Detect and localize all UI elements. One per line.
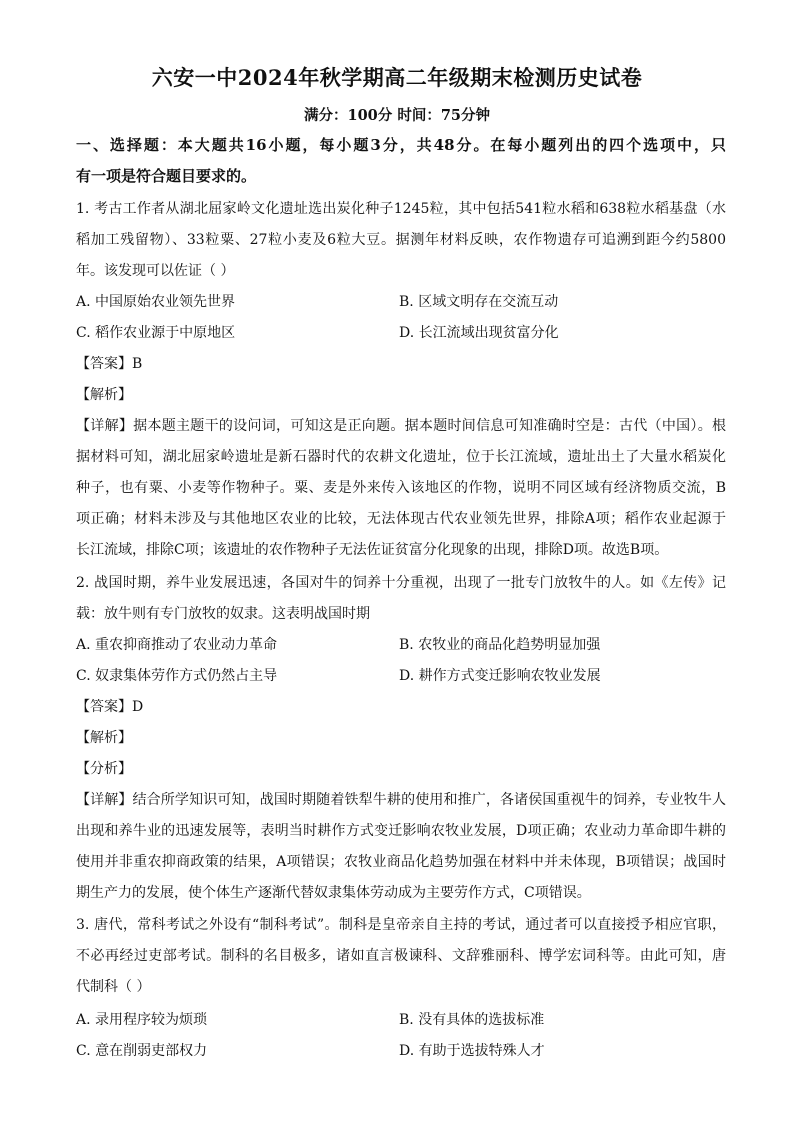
q2-analysis-label: 【解析】 [76,730,132,746]
q3-option-b: B. 没有具体的选拔标准 [399,1012,545,1028]
q1-option-c: C. 稻作农业源于中原地区 [76,325,236,341]
q1-detail-line: 项正确；材料未涉及与其他地区农业的比较，无法体现古代农业领先世界，排除A项；稻作农业起源于 [76,511,726,527]
q2-stem-line: 载：放牛则有专门放牧的奴隶。这表明战国时期 [76,606,370,622]
q2-fenxi-label: 【分析】 [76,761,132,777]
q2-stem-line: 2. 战国时期，养牛业发展迅速，各国对牛的饲养十分重视，出现了一批专门放牧牛的人。如《左传》记 [76,575,726,591]
section-heading-line-1: 一、选择题：本大题共16小题，每小题3分，共48分。在每小题列出的四个选项中，只 [76,136,726,154]
q1-stem-line: 稻加工残留物）、33粒粟、27粒小麦及6粒大豆。据测年材料反映，农作物遗存可追溯到距今约5800 [76,232,726,248]
q1-answer: 【答案】B [76,356,143,372]
q2-option-c: C. 奴隶集体劳作方式仍然占主导 [76,668,278,684]
q1-analysis-label: 【解析】 [76,387,132,403]
q2-detail-line: 出现和养牛业的迅速发展等，表明当时耕作方式变迁影响农牧业发展，D项正确；农业动力革命即牛耕的 [76,823,726,839]
q2-option-b: B. 农牧业的商品化趋势明显加强 [399,637,601,653]
page-title: 六安一中2024年秋学期高二年级期末检测历史试卷 [151,65,643,90]
q2-option-a: A. 重农抑商推动了农业动力革命 [76,637,278,653]
q1-option-d: D. 长江流域出现贫富分化 [399,325,559,341]
q1-detail-line: 种子，也有粟、小麦等作物种子。粟、麦是外来传入该地区的作物，说明不同区域有经济物质交流，B [76,480,726,496]
q3-option-c: C. 意在削弱吏部权力 [76,1043,208,1059]
q1-option-b: B. 区域文明存在交流互动 [399,294,559,310]
q3-option-d: D. 有助于选拔特殊人才 [399,1043,545,1059]
section-heading-line-2: 有一项是符合题目要求的。 [76,167,257,185]
q1-stem-line: 年。该发现可以佐证（ ） [76,263,235,279]
q2-detail-line: 期生产力的发展，使个体生产逐渐代替奴隶集体劳动成为主要劳作方式，C项错误。 [76,885,591,901]
q2-answer: 【答案】D [76,699,144,715]
q1-detail-line: 长江流域，排除C项；该遗址的农作物种子无法佐证贫富分化现象的出现，排除D项。故选B项。 [76,542,669,558]
q2-detail-line: 【详解】结合所学知识可知，战国时期随着铁犁牛耕的使用和推广，各诸侯国重视牛的饲养，专业牧牛人 [76,792,726,808]
q3-stem-line: 代制科（ ） [76,979,151,995]
q3-stem-line: 3. 唐代，常科考试之外设有“制科考试”。制科是皇帝亲自主持的考试，通过者可以直接授予相应官职， [76,917,726,933]
q1-detail-line: 【详解】据本题主题干的设问词，可知这是正向题。据本题时间信息可知准确时空是：古代（中国）。根 [76,418,726,434]
q2-detail-line: 使用并非重农抑商政策的结果，A项错误；农牧业商品化趋势加强在材料中并未体现，B项错误；战国时 [76,854,726,870]
q1-detail-line: 据材料可知，湖北屈家岭遗址是新石器时代的农耕文化遗址，位于长江流域，遗址出土了大量水稻炭化 [76,449,726,465]
q1-stem-line: 1. 考古工作者从湖北屈家岭文化遗址选出炭化种子1245粒，其中包括541粒水稻和638粒水稻基盘（水 [76,201,726,217]
q2-option-d: D. 耕作方式变迁影响农牧业发展 [399,668,601,684]
q1-option-a: A. 中国原始农业领先世界 [76,294,236,310]
score-time-line: 满分：100分 时间：75分钟 [304,107,490,124]
q3-option-a: A. 录用程序较为烦琐 [76,1012,208,1028]
q3-stem-line: 不必再经过吏部考试。制科的名目极多，诸如直言极谏科、文辞雅丽科、博学宏词科等。由此可知，唐 [76,948,726,964]
